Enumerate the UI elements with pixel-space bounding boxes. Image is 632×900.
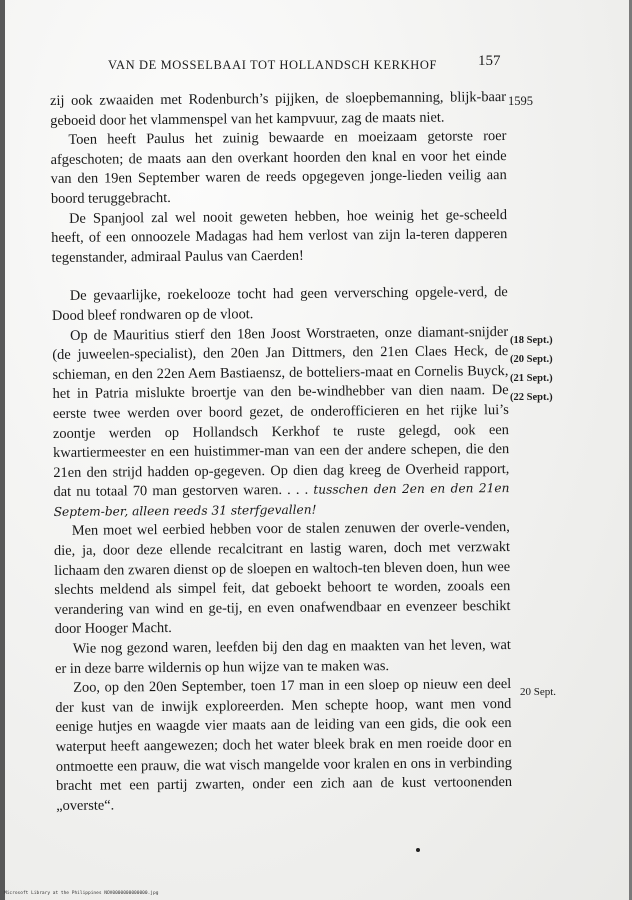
paragraph-3: De Spanjool zal wel nooit geweten hebben, hoe weinig het ge-scheeld heeft, of een onnoozele Madagas had hem verlost van zijn la-teren dapperen tegenstander, admiraal Paulus van Caerden! <box>51 206 508 266</box>
scan-footer: Microsoft Library at the Philippines NOV0000000000000.jpg <box>4 891 159 896</box>
margin-date-18-sept: (18 Sept.) <box>510 335 553 346</box>
paragraph-5-italic: tusschen den 2en en den 21en Septem-ber, alleen reeds 31 sterfgevallen! <box>53 481 510 519</box>
paragraph-4: De gevaarlijke, roekelooze tocht had geen verversching opgele-verd, de Dood bleef rondwaren op de vloot. <box>51 284 508 324</box>
margin-date-21-sept: (21 Sept.) <box>510 373 553 384</box>
scan-edge-left <box>0 0 5 900</box>
running-title: VAN DE MOSSELBAAI TOT HOLLANDSCH KERKHOF <box>108 58 438 72</box>
paragraph-6: Men moet wel eerbied hebben voor de stalen zenuwen der overle-venden, die, ja, door deze ellende recalcitrant en lastig waren, doch met verzwakt lichaam den zwaren dienst op de sloepen en waltoch-ten bleven doen, hun wee slechts meldend als simpel feit, dat geboekt behoort te worden, zooals een verandering van wind en ge-tij, en even onafwendbaar en evenzeer beschikt door Hooger Macht. <box>53 519 511 638</box>
paragraph-1: zij ook zwaaiden met Rodenburch’s pijjken, de sloepbemanning, blijk-baar geboeid door het vlammenspel van het kampvuur, zag de maats niet. <box>50 89 507 129</box>
margin-date-20-sept-b: 20 Sept. <box>520 686 557 698</box>
paragraph-7: Wie nog gezond waren, leefden bij den dag en maakten van het leven, wat er in deze barre wildernis op hun wijze van te maken was. <box>54 637 511 677</box>
margin-date-22-sept: (22 Sept.) <box>510 392 553 403</box>
ink-speck <box>416 848 420 852</box>
paragraph-5-text: Op de Mauritius stierf den 18en Joost Worstraeten, onze diamant-snijder (de juweelen-specialist), den 20en Jan Dittmers, den 21en Claes Heck, de schieman, en den 22en Aem Bastiaensz, de botteliers-maat en Cornelis Buyck, het in Patria mislukte broertje van den be-windhebber van dien naam. De eerste twee werden over boord gezet, de onderofficieren en het rijke lui’s zoontje werden op Hollandsch Kerkhof te ruste gelegd, ook een kwartiermeester en een huistimmer-man van een der andere schepen, die den 21en den strijd hadden op-gegeven. Op dien dag kreeg de Overheid rapport, dat nu totaal 70 man gestorven waren. . . . <box>52 323 510 501</box>
paragraph-5 <box>52 323 510 523</box>
paragraph-8: Zoo, op den 20en September, toen 17 man in een sloep op nieuw een deel der kust van de inwijk exploreerden. Men schepte hoop, want men vond eenige hutjes en waagde vier maats aan de leiding van een gids, die ook een waterput heeft aangewezen; doch het water bleek brak en men roeide door en ontmoette een prauw, die wat visch mangelde voor kralen en ons in verbinding bracht met een partij zwarten, onder een zich aan de kust vertoonenden „overste“. <box>55 676 513 814</box>
paragraph-2: Toen heeft Paulus het zuinig bewaarde en moeizaam getorste roer afgeschoten; de maats aan den overkant hoorden den knal en voor het einde van den 19en September waren de reeds opgegeven jonge-lieden veilig aan boord teruggebracht. <box>50 128 507 207</box>
margin-date-20-sept: (20 Sept.) <box>510 354 553 365</box>
page-number: 157 <box>478 53 501 69</box>
margin-year: 1595 <box>508 94 533 108</box>
body-text <box>50 88 512 816</box>
